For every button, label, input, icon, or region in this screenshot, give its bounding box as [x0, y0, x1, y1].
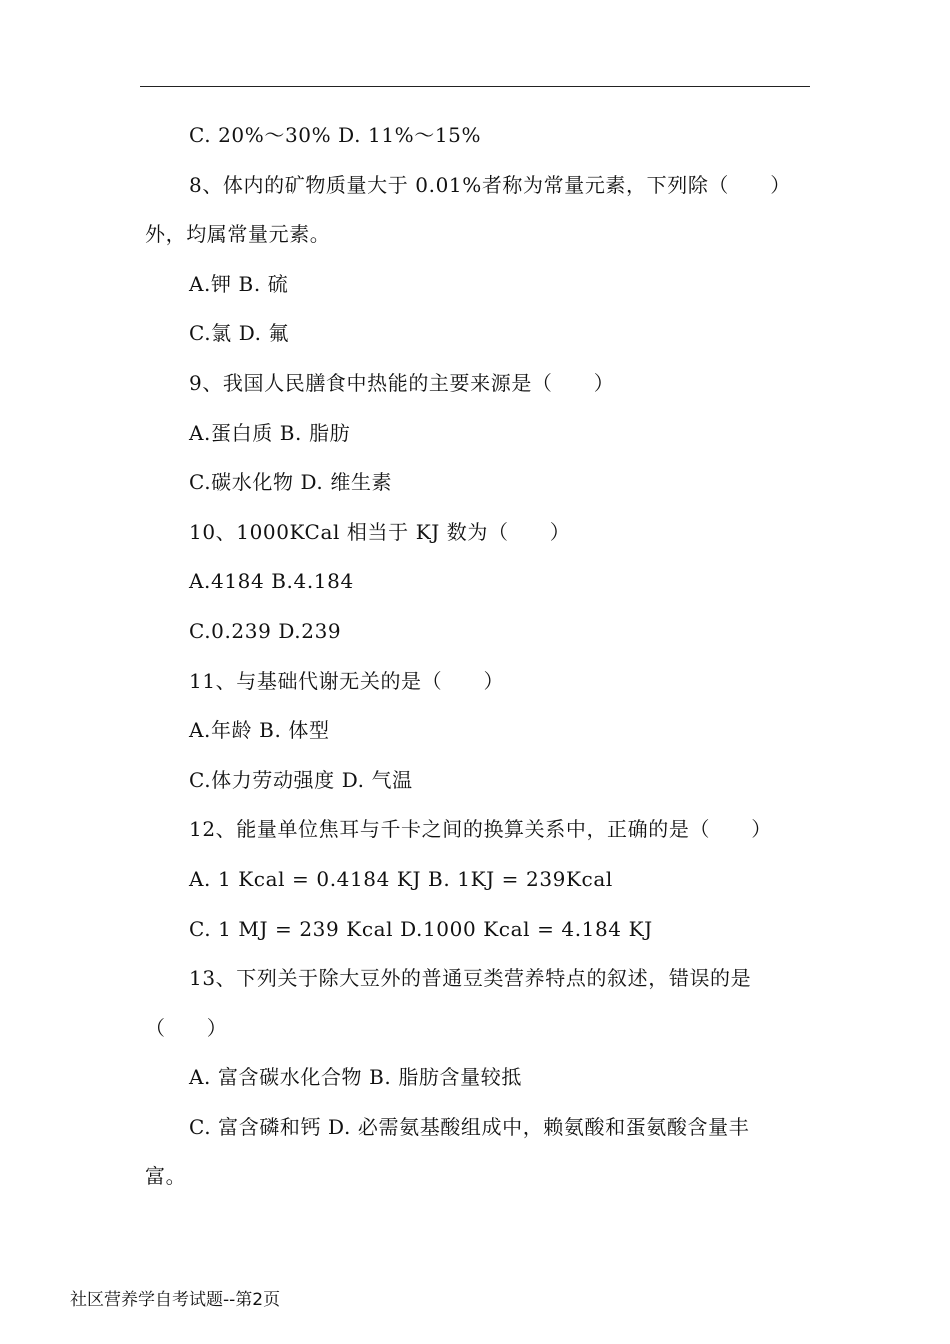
text-line: （ ） [145, 1015, 228, 1040]
text-line: 外，均属常量元素。 [145, 222, 331, 247]
text-line: A. 1 Kcal = 0.4184 KJ B. 1KJ = 239Kcal [189, 866, 613, 891]
document-body [145, 111, 810, 1202]
text-line: 10、1000KCal 相当于 KJ 数为（ ） [189, 519, 571, 544]
text-line: A.钾 B. 硫 [189, 271, 289, 296]
text-line: A.年龄 B. 体型 [189, 718, 330, 743]
text-line: A.蛋白质 B. 脂肪 [189, 420, 351, 445]
text-line: C.0.239 D.239 [189, 618, 342, 643]
text-line: 富。 [145, 1164, 187, 1189]
text-line: 12、能量单位焦耳与千卡之间的换算关系中，正确的是（ ） [189, 817, 772, 842]
text-line: C. 1 MJ = 239 Kcal D.1000 Kcal = 4.184 KJ [189, 916, 653, 941]
text-line: C.体力劳动强度 D. 气温 [189, 767, 413, 792]
text-line: A.4184 B.4.184 [189, 569, 354, 594]
text-line: C.氯 D. 氟 [189, 321, 290, 346]
text-line: C. 20%～30% D. 11%～15% [189, 123, 482, 147]
page-footer: 社区营养学自考试题--第2页 [70, 1290, 281, 1310]
text-line: 11、与基础代谢无关的是（ ） [189, 668, 505, 693]
text-line: 9、我国人民膳食中热能的主要来源是（ ） [189, 370, 615, 395]
text-line: A. 富含碳水化合物 B. 脂肪含量较抵 [189, 1065, 522, 1090]
header-rule [140, 86, 810, 87]
text-line: 13、下列关于除大豆外的普通豆类营养特点的叙述，错误的是 [189, 966, 752, 991]
text-line: 8、体内的矿物质量大于 0.01%者称为常量元素，下列除（ ） [189, 172, 791, 197]
text-line: C. 富含磷和钙 D. 必需氨基酸组成中，赖氨酸和蛋氨酸含量丰 [189, 1114, 750, 1139]
text-line: C.碳水化物 D. 维生素 [189, 470, 393, 495]
